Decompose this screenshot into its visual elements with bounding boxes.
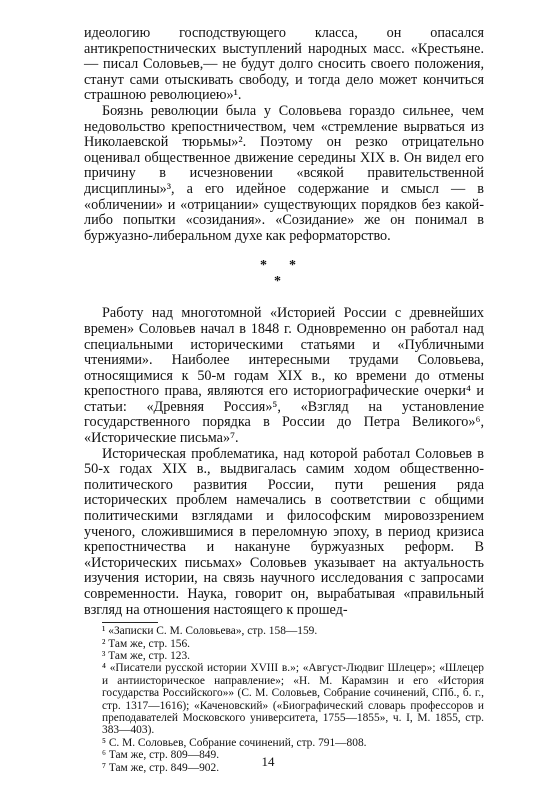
footnote-5: ⁵ С. М. Соловьев, Собрание сочинений, стр. 791—808. <box>102 736 367 749</box>
divider-star-bottom: * <box>274 274 281 290</box>
footnotes <box>84 625 484 774</box>
footnote-2: ² Там же, стр. 156. <box>102 637 191 650</box>
paragraph-2: Боязнь революции была у Соловьева гораздо сильнее, чем недовольство крепостничеством, чем «стремление вырваться из Николаевской тюрьмы»². Поэтому он резко отрицательно оценивал общественное движение середины XIX в. Он видел его причину в исчезновении «всякой правительственной дисциплины»³, а его идейное содержание и смысл — в «обличении» и «отрицании» существующих порядков без какой-либо попытки «созидания». «Созидание» же он понимал в буржуазно-либеральном духе как реформаторство. <box>84 102 484 244</box>
footnote-3: ³ Там же, стр. 123. <box>102 650 191 662</box>
footnote-6: ⁶ Там же, стр. 809—849. <box>102 749 220 762</box>
divider-star-right: * <box>289 258 296 274</box>
paragraph-4: Историческая проблематика, над которой работал Соловьев в 50-х годах XIX в., выдвигалась самим ходом общественно-политического развития России, пути решения ряда исторических проблем намечались в соответствии с общими политическими взглядами и философским мировоззрением ученого, сложившимися в переломную эпоху, в период кризиса крепостничества и накануне буржуазных реформ. В «Исторических письмах» Соловьев указывает на актуальность изучения истории, на связь научного исследования с запросами современности. Наука, говорит он, вырабатывая «правильный взгляд на отношения настоящего к прошед- <box>84 445 484 618</box>
section-divider <box>84 254 484 306</box>
footnote-1: ¹ «Записки С. М. Соловьева», стр. 158—159. <box>102 625 318 638</box>
page-content <box>84 26 484 774</box>
footnote-rule <box>102 622 158 623</box>
divider-star-left: * <box>260 258 267 274</box>
paragraph-3: Работу над многотомной «Историей России с древнейших времен» Соловьев начал в 1848 г. Одновременно он работал над специальными историческими статьями и «Публичными чтениями». Наиболее интересными трудами Соловьева, относящимися к 50-м годам XIX в., ко времени до отмены крепостного права, являются его историографические очерки⁴ и статьи: «Древняя Россия»⁵, «Взгляд на установление государственного порядка в России до Петра Великого»⁶, «Исторические письма»⁷. <box>84 305 484 447</box>
footnote-4: ⁴ «Писатели русской истории XVIII в.»; «Август-Людвиг Шлецер»; «Шлецер и антиисторическое направление»; «Н. М. Карамзин и его «История государства Российского»» (С. М. Соловьев, Собрание сочинений, СПб., б. г., стр. 1317—1616); «Каченовский» («Биографический словарь профессоров и преподавателей Московского университета, 1755—1855», ч. I, М. 1855, стр. 383—403). <box>102 662 484 737</box>
footnote-7: ⁷ Там же, стр. 849—902. <box>102 761 220 774</box>
page-number: 14 <box>261 754 275 769</box>
paragraph-1: идеологию господствующего класса, он опасался антикрепостнических выступлений народных масс. «Крестьяне.— писал Соловьев,— не будут долго сносить своего положения, станут сами отыскивать свободу, и тогда дело может кончиться страшною революциею»¹. <box>84 25 484 104</box>
